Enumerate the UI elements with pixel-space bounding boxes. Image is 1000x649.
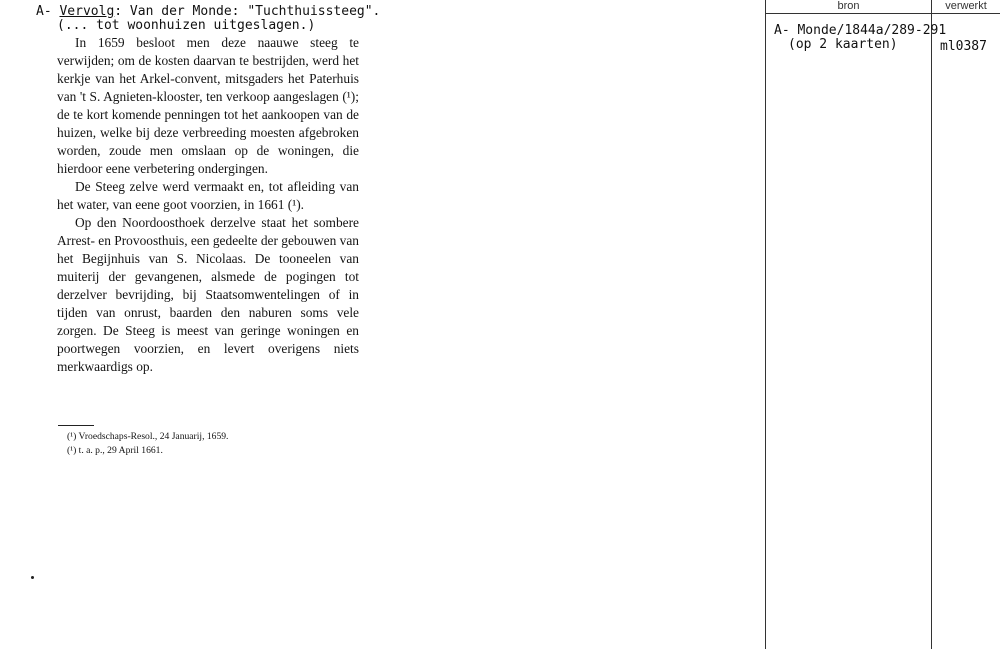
header-subline: (... tot woonhuizen uitgeslagen.): [57, 18, 316, 33]
bron-cell: [774, 24, 946, 52]
footnote: (¹) Vroedschaps-Resol., 24 Januarij, 1659.: [67, 431, 229, 442]
paragraph: De Steeg zelve werd vermaakt en, tot afleiding van het water, van eene goot voorzien, in 1661 (¹).: [57, 179, 359, 212]
verwerkt-cell: ml0387: [940, 39, 987, 54]
bron-reference: A- Monde/1844a/289-291: [774, 23, 947, 38]
printed-text-excerpt: [57, 34, 359, 376]
table-header-rule: [765, 13, 1000, 14]
table-left-border: [765, 0, 766, 649]
footnotes: [67, 430, 228, 458]
header-title: : Van der Monde: "Tuchthuissteeg".: [114, 4, 381, 19]
column-divider: [931, 0, 932, 649]
footnote: (¹) t. a. p., 29 April 1661.: [67, 445, 163, 456]
paragraph: In 1659 besloot men deze naauwe steeg te verwijden; om de kosten daarvan te bestrijden, werd het kerkje van het Arkel-convent, mitsgaders het Paterhuis van 't S. Agnieten-klooster, ten verkoop aangeslagen (¹); de te kort komende penningen tot het aankoopen van de huizen, welke bij deze verbreeding moesten afgebroken worden, zoude men omslaan op de woningen, die hierdoor eene verbetering ondergingen.: [57, 35, 359, 176]
footnote-divider: [58, 425, 94, 426]
ink-speck: [31, 576, 34, 579]
bron-note: (op 2 kaarten): [788, 37, 898, 52]
column-header-verwerkt: verwerkt: [945, 0, 987, 12]
header-label: Vervolg: [59, 4, 115, 19]
column-header-bron: bron: [837, 0, 860, 12]
card-header: [36, 5, 380, 19]
paragraph: Op den Noordoosthoek derzelve staat het sombere Arrest- en Provoosthuis, een gedeelte der gebouwen van het Begijnhuis van S. Nicolaas. De tooneelen van muiterij der gevangenen, alsmede de pogingen tot derzelver bevrijding, bij Staatsomwentelingen of in tijden van onrust, baarden den naburen soms vele zorgen. De Steeg is meest van geringe woningen en poortwegen voorzien, en levert overigens niets merkwaardigs op.: [57, 215, 359, 374]
header-prefix: A-: [36, 4, 52, 19]
